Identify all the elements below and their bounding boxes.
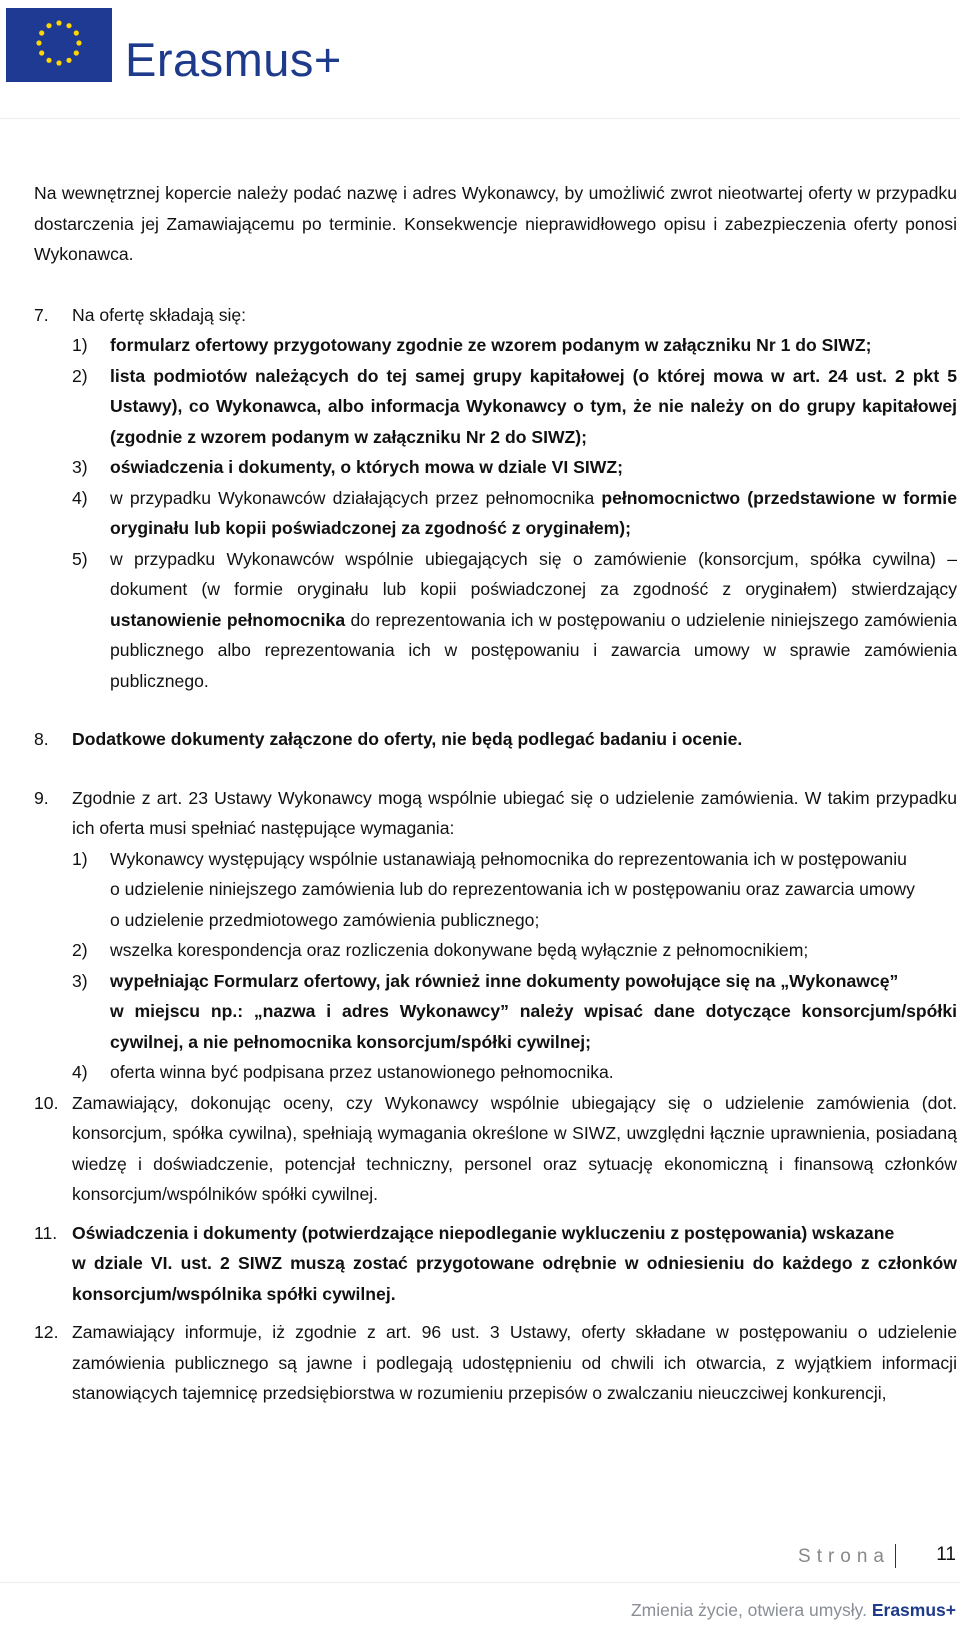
document-body bbox=[34, 178, 957, 1409]
section-number: 12. bbox=[34, 1322, 59, 1342]
list-item: 1) formularz ofertowy przygotowany zgodnie ze wzorem podanym w załączniku Nr 1 do SIWZ; bbox=[72, 335, 872, 355]
list-item: 4) w przypadku Wykonawców działających przez pełnomocnika pełnomocnictwo (przedstawione w formie oryginału lub kopii poświadczonej za zgodność z oryginałem); bbox=[72, 487, 957, 538]
section-text: Zgodnie z art. 23 Ustawy Wykonawcy mogą wspólnie ubiegać się o udzielenie zamówienia. W takim przypadku ich oferta musi spełniać następujące wymagania: bbox=[72, 787, 957, 838]
footer-slogan: Zmienia życie, otwiera umysły. Erasmus+ bbox=[630, 1600, 956, 1620]
list-item: 3) wypełniając Formularz ofertowy, jak również inne dokumenty powołujące się na „Wykonawcę” w miejscu np.: „nazwa i adres Wykonawcy” należy wpisać dane dotyczące konsorcjum/spółki cywilnej, a nie pełnomocnika konsorcjum/spółki cywilnej; bbox=[72, 970, 957, 1052]
section-number: 11. bbox=[34, 1222, 58, 1243]
section-11: 11. Oświadczenia i dokumenty (potwierdzające niepodleganie wykluczeniu z postępowania) wskazane w dziale VI. ust. 2 SIWZ muszą zostać przygotowane odrębnie w odniesieniu do każdego z członków konsorcjum/wspólnika spółki cywilnej. bbox=[34, 1218, 957, 1310]
section-8 bbox=[34, 724, 957, 755]
section-text: Na ofertę składają się: bbox=[72, 304, 247, 325]
page-header bbox=[0, 0, 960, 119]
section-number: 10. bbox=[34, 1092, 59, 1113]
section-number: 7. bbox=[34, 304, 49, 325]
section-10 bbox=[34, 1088, 957, 1210]
section-text: Dodatkowe dokumenty załączone do oferty, nie będą podlegać badaniu i ocenie. bbox=[72, 729, 743, 749]
intro-paragraph: Na wewnętrznej kopercie należy podać nazwę i adres Wykonawcy, by umożliwić zwrot nieotwartej oferty w przypadku dostarczenia jej Zamawiającemu po terminie. Konsekwencje nieprawidłowego opisu i zabezpieczenia oferty ponosi Wykonawca. bbox=[34, 183, 957, 264]
section-text: Oświadczenia i dokumenty (potwierdzające niepodleganie wykluczeniu z postępowania) wskazane bbox=[72, 1222, 895, 1243]
eu-flag-icon bbox=[6, 8, 112, 82]
section-number: 8. bbox=[34, 729, 49, 749]
section-text: Zamawiający informuje, iż zgodnie z art. 96 ust. 3 Ustawy, oferty składane w postępowaniu o udzielenie zamówienia publicznego są jawne i podlegają udostępnieniu od chwili ich otwarcia, z wyjątkiem informacji stanowiących tajemnicę przedsiębiorstwa w rozumieniu przepisów o zwalczaniu nieuczciwej konkurencji, bbox=[72, 1322, 957, 1403]
page-number: 11 bbox=[936, 1544, 956, 1565]
divider bbox=[895, 1544, 896, 1568]
list-item: 2) lista podmiotów należących do tej samej grupy kapitałowej (o której mowa w art. 24 ust. 2 pkt 5 Ustawy), co Wykonawca, albo informacja Wykonawcy o tym, że nie należy on do grupy kapitałowej (zgodnie z wzorem podanym w załączniku Nr 2 do SIWZ); bbox=[72, 365, 957, 447]
list-item: 2) wszelka korespondencja oraz rozliczenia dokonywane będą wyłącznie z pełnomocnikiem; bbox=[72, 940, 809, 960]
list-item: 1) Wykonawcy występujący wspólnie ustanawiają pełnomocnika do reprezentowania ich w postępowaniu o udzielenie niniejszego zamówienia lub do reprezentowania ich w postępowaniu oraz zawarcia umowy o udzielenie przedmiotowego zamówienia publicznego; bbox=[72, 848, 915, 930]
footer-divider bbox=[0, 1582, 960, 1583]
page-number-area bbox=[0, 1536, 960, 1576]
list-item: 5) w przypadku Wykonawców wspólnie ubiegających się o zamówienie (konsorcjum, spółka cywilna) – dokument (w formie oryginału lub kopii poświadczonej za zgodność z oryginałem) stwierdzający ustanowienie pełnomocnika do reprezentowania ich w postępowaniu o udzielenie niniejszego zamówienia publicznego albo reprezentowania ich w postępowaniu i zawarcia umowy w sprawie zamówienia publicznego. bbox=[72, 548, 957, 691]
section-text: Zamawiający, dokonując oceny, czy Wykonawcy wspólnie ubiegający się o udzielenie zamówienia (dot. konsorcjum, spółka cywilna), spełniają wymagania określone w SIWZ, uwzględni łącznie uprawnienia, posiadaną wiedzę i doświadczenie, potencjał techniczny, personel oraz sytuację ekonomiczną i finansową członków konsorcjum/wspólników spółki cywilnej. bbox=[72, 1092, 957, 1204]
list-item: 4) oferta winna być podpisana przez ustanowionego pełnomocnika. bbox=[72, 1062, 614, 1082]
section-9 bbox=[34, 783, 957, 1088]
section-number: 9. bbox=[34, 787, 49, 808]
brand-logo-text: Erasmus+ bbox=[125, 33, 342, 86]
section-7 bbox=[34, 300, 957, 697]
list-item: 3) oświadczenia i dokumenty, o których mowa w dziale VI SIWZ; bbox=[72, 457, 623, 477]
page-label: Strona bbox=[798, 1546, 890, 1567]
section-12 bbox=[34, 1317, 957, 1409]
